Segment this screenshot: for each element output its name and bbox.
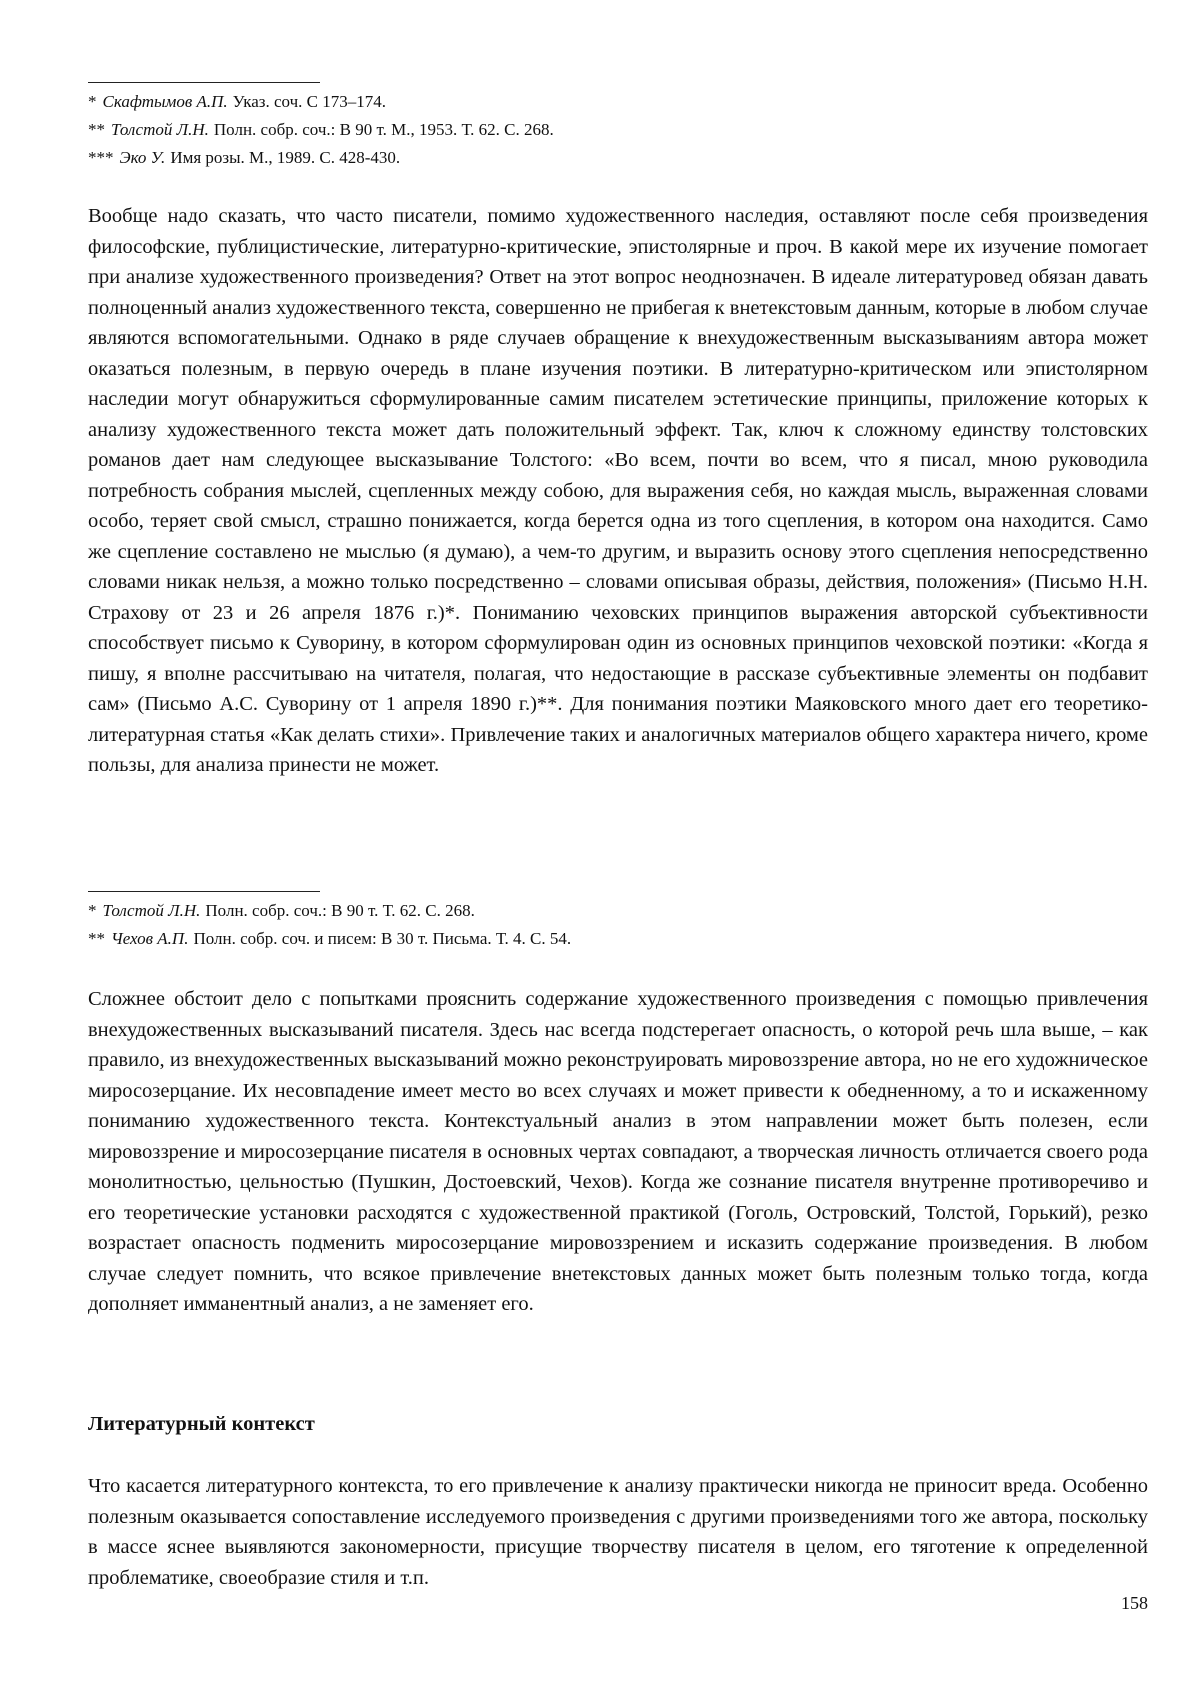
footnote-mark: * [88, 901, 97, 920]
footnote-mark: ** [88, 120, 105, 139]
footnote-text: Полн. собр. соч. и писем: В 30 т. Письма. Т. 4. С. 54. [193, 929, 572, 948]
footnote-author: Толстой Л.Н. [102, 901, 201, 920]
paragraph-3: Что касается литературного контекста, то его привлечение к анализу практически никогда не приносит вреда. Особенно полезным оказывается сопоставление исследуемого произведения с другими произведениями того же автора, поскольку в массе яснее выявляются закономерности, присущие творчеству писателя в целом, его тяготение к определенной проблематике, своеобразие стиля и т.п. [88, 1475, 1148, 1589]
footnote-separator-middle [88, 891, 320, 892]
footnote-mark: ** [88, 929, 105, 948]
page-number: 158 [1121, 1593, 1148, 1613]
footnote-text: Указ. соч. С 173–174. [232, 92, 386, 111]
footnote-mark: * [88, 92, 97, 111]
footnote [88, 88, 1148, 116]
footnote [88, 897, 1148, 925]
footnote-author: Чехов А.П. [111, 929, 189, 948]
footnote [88, 925, 1148, 953]
footnote-author: Эко У. [119, 148, 166, 167]
footnotes-top [88, 88, 1148, 172]
footnote-separator-top [88, 82, 320, 83]
footnote-text: Имя розы. М., 1989. С. 428-430. [170, 148, 401, 167]
footnote-text: Полн. собр. соч.: В 90 т. Т. 62. С. 268. [205, 901, 475, 920]
section-heading: Литературный контекст [88, 1413, 315, 1435]
footnotes-middle [88, 897, 1148, 953]
paragraph-1: Вообще надо сказать, что часто писатели, помимо художественного наследия, оставляют после себя произведения философские, публицистические, литературно-критические, эпистолярные и проч. В какой мере их изучение помогает при анализе художественного произведения? Ответ на этот вопрос неоднозначен. В идеале литературовед обязан давать полноценный анализ художественного текста, совершенно не прибегая к внетекстовым данным, которые в любом случае являются вспомогательными. Однако в ряде случаев обращение к внехудожественным высказываниям автора может оказаться полезным, в первую очередь в плане изучения поэтики. В литературно-критическом или эпистолярном наследии могут обнаружиться сформулированные самим писателем эстетические принципы, приложение которых к анализу художественного текста может дать положительный эффект. Так, ключ к сложному единству толстовских романов дает нам следующее высказывание Толстого: «Во всем, почти во всем, что я писал, мною руководила потребность собрания мыслей, сцепленных между собою, для выражения себя, но каждая мысль, выраженная словами особо, теряет свой смысл, страшно понижается, когда берется одна из того сцепления, в котором она находится. Само же сцепление составлено не мыслью (я думаю), а чем-то другим, и выразить основу этого сцепления непосредственно словами никак нельзя, а можно только посредственно – словами описывая образы, действия, положения» (Письмо Н.Н. Страхову от 23 и 26 апреля 1876 г.)*. Пониманию чеховских принципов выражения авторской субъективности способствует письмо к Суворину, в котором сформулирован один из основных принципов чеховской поэтики: «Когда я пишу, я вполне рассчитываю на читателя, полагая, что недостающие в рассказе субъективные элементы он подбавит сам» (Письмо А.С. Суворину от 1 апреля 1890 г.)**. Для понимания поэтики Маяковского много дает его теоретико-литературная статья «Как делать стихи». Привлечение таких и аналогичных материалов общего характера ничего, кроме пользы, для анализа принести не может. [88, 205, 1148, 776]
paragraph-2: Сложнее обстоит дело с попытками прояснить содержание художественного произведения с помощью привлечения внехудожественных высказываний писателя. Здесь нас всегда подстерегает опасность, о которой речь шла выше, – как правило, из внехудожественных высказываний можно реконструировать мировоззрение автора, но не его художническое миросозерцание. Их несовпадение имеет место во всех случаях и может привести к обедненному, а то и искаженному пониманию художественного текста. Контекстуальный анализ в этом направлении может быть полезен, если мировоззрение и миросозерцание писателя в основных чертах совпадают, а творческая личность отличается своего рода монолитностью, цельностью (Пушкин, Достоевский, Чехов). Когда же сознание писателя внутренне противоречиво и его теоретические установки расходятся с художественной практикой (Гоголь, Островский, Толстой, Горький), резко возрастает опасность подменить миросозерцание мировоззрением и исказить содержание произведения. В любом случае следует помнить, что всякое привлечение внетекстовых данных может быть полезным только тогда, когда дополняет имманентный анализ, а не заменяет его. [88, 988, 1148, 1315]
footnote [88, 116, 1148, 144]
footnote-author: Скафтымов А.П. [102, 92, 228, 111]
footnote-text: Полн. собр. соч.: В 90 т. М., 1953. Т. 62. С. 268. [213, 120, 554, 139]
footnote [88, 144, 1148, 172]
footnote-mark: *** [88, 148, 114, 167]
footnote-author: Толстой Л.Н. [111, 120, 209, 139]
